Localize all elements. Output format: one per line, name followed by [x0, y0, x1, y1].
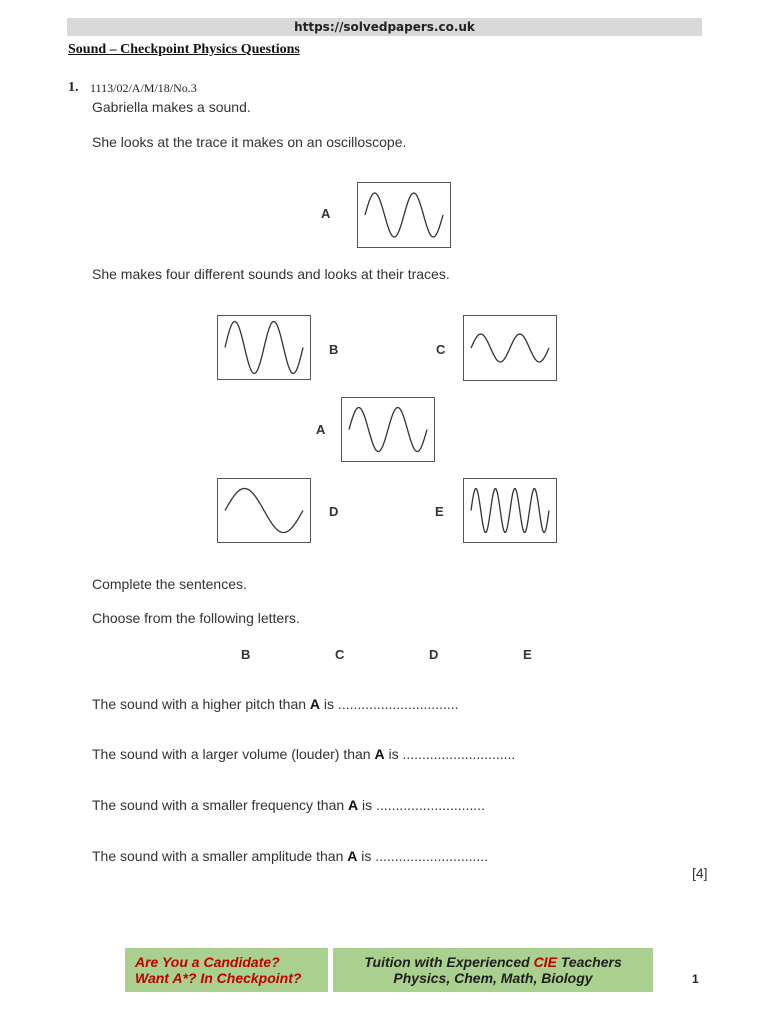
choice-letter: B [241, 647, 251, 662]
trace-e-box [463, 478, 557, 543]
choice-letter: C [335, 647, 345, 662]
sentence-smaller-amplitude [92, 848, 488, 864]
sentence-ref-letter: A [348, 797, 359, 813]
trace-a-top-wave [358, 183, 450, 247]
trace-c-wave [464, 316, 556, 380]
trace-label-a-top: A [321, 206, 331, 221]
choice-letter: D [429, 647, 439, 662]
instruction-choose: Choose from the following letters. [92, 610, 300, 626]
sentence-larger-volume [92, 746, 515, 762]
trace-d-box [217, 478, 311, 543]
source-url-bar [67, 18, 702, 36]
trace-a-middle-box [341, 397, 435, 462]
trace-label-c: C [436, 342, 446, 357]
trace-d-wave [218, 479, 310, 542]
answer-blank[interactable]: is ............................. [384, 746, 516, 762]
marks-label: [4] [692, 865, 708, 881]
trace-label-e: E [435, 504, 444, 519]
sentence-ref-letter: A [374, 746, 385, 762]
answer-blank[interactable]: is ............................ [358, 797, 485, 813]
promo-banner-tuition[interactable] [333, 948, 653, 992]
intro-text-2: She looks at the trace it makes on an oscilloscope. [92, 134, 407, 150]
trace-label-a-middle: A [316, 422, 326, 437]
trace-a-top-box [357, 182, 451, 248]
trace-label-d: D [329, 504, 339, 519]
promo-line: Want A*? In Checkpoint? [135, 970, 302, 986]
trace-b-wave [218, 316, 310, 379]
trace-b-box [217, 315, 311, 380]
document-title: Sound – Checkpoint Physics Questions [68, 42, 300, 57]
sentence-text: The sound with a smaller amplitude than [92, 848, 348, 864]
intro-text-3: She makes four different sounds and looks at their traces. [92, 266, 450, 282]
sentence-text: The sound with a smaller frequency than [92, 797, 349, 813]
promo-line [333, 954, 653, 970]
instruction-complete: Complete the sentences. [92, 576, 247, 592]
sentence-text: The sound with a higher pitch than [92, 696, 310, 712]
trace-c-box [463, 315, 557, 381]
sentence-smaller-frequency [92, 797, 485, 813]
answer-blank[interactable]: is ............................. [357, 848, 489, 864]
question-number: 1. [68, 80, 79, 95]
intro-text-1: Gabriella makes a sound. [92, 99, 251, 115]
sentence-ref-letter: A [347, 848, 358, 864]
promo-line: Are You a Candidate? [135, 954, 280, 970]
promo-cie-highlight: CIE [533, 954, 557, 970]
promo-text: Teachers [556, 954, 622, 970]
promo-banner-candidate[interactable] [125, 948, 328, 992]
trace-label-b: B [329, 342, 339, 357]
trace-e-wave [464, 479, 556, 542]
sentence-ref-letter: A [309, 696, 321, 712]
sentence-higher-pitch [92, 696, 459, 712]
question-reference: 1113/02/A/M/18/No.3 [90, 81, 197, 95]
answer-blank[interactable]: is ............................... [320, 696, 459, 712]
promo-line: Physics, Chem, Math, Biology [393, 970, 593, 986]
choice-letter: E [523, 647, 532, 662]
promo-text: Tuition with Experienced [364, 954, 534, 970]
source-url: https://solvedpapers.co.uk [294, 20, 475, 34]
trace-a-middle-wave [342, 398, 434, 461]
sentence-text: The sound with a larger volume (louder) than [92, 746, 375, 762]
page-number: 1 [692, 972, 699, 986]
